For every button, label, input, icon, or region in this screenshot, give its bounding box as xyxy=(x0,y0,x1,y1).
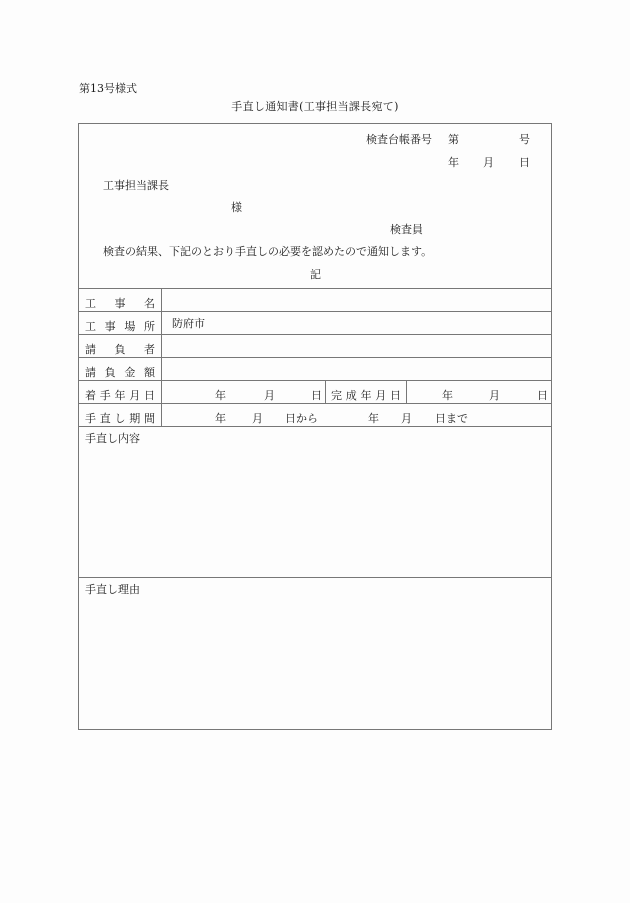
period-to-year[interactable]: 年 xyxy=(368,412,379,425)
contract-amount-field[interactable] xyxy=(163,358,550,380)
form-number: 第13号様式 xyxy=(79,82,137,95)
notice-date-day: 日 xyxy=(519,156,530,169)
period-from-year[interactable]: 年 xyxy=(215,412,226,425)
label-contractor: 請 負 者 xyxy=(85,343,155,356)
completion-date-day[interactable]: 日 xyxy=(537,389,548,402)
ledger-number-field[interactable] xyxy=(459,131,514,147)
completion-date-month[interactable]: 月 xyxy=(489,389,500,402)
label-rework-period: 手 直 し 期 間 xyxy=(85,412,155,425)
rework-reason-field[interactable] xyxy=(85,602,545,724)
start-date-month[interactable]: 月 xyxy=(264,389,275,402)
notice-date-year: 年 xyxy=(448,156,459,169)
inspector-label: 検査員 xyxy=(390,223,423,236)
label-start-date: 着 手 年 月 日 xyxy=(85,389,155,402)
start-date-day[interactable]: 日 xyxy=(311,389,322,402)
document-title: 手直し通知書(工事担当課長宛て) xyxy=(231,100,399,113)
period-from-day[interactable]: 日から xyxy=(285,412,318,425)
divider xyxy=(406,380,407,403)
period-to-day[interactable]: 日まで xyxy=(435,412,468,425)
period-to-month[interactable]: 月 xyxy=(401,412,412,425)
label-contract-amount: 請 負 金 額 xyxy=(85,366,155,379)
ledger-number-label: 検査台帳番号 xyxy=(366,133,432,146)
label-completion-date: 完 成 年 月 日 xyxy=(331,389,401,402)
construction-name-field[interactable] xyxy=(163,289,550,311)
honorific: 様 xyxy=(231,201,242,214)
divider xyxy=(79,403,551,404)
contractor-field[interactable] xyxy=(163,335,550,357)
ledger-number-prefix: 第 xyxy=(448,133,459,146)
ki-heading: 記 xyxy=(310,268,321,281)
notice-date-month: 月 xyxy=(483,156,494,169)
rework-content-field[interactable] xyxy=(85,450,545,572)
rework-reason-label: 手直し理由 xyxy=(85,583,140,596)
completion-date-year[interactable]: 年 xyxy=(442,389,453,402)
rework-content-label: 手直し内容 xyxy=(85,432,140,445)
label-construction-name: 工 事 名 xyxy=(85,297,155,310)
start-date-year[interactable]: 年 xyxy=(215,389,226,402)
period-from-month[interactable]: 月 xyxy=(252,412,263,425)
notice-body-text: 検査の結果、下記のとおり手直しの必要を認めたので通知します。 xyxy=(103,245,433,258)
divider xyxy=(79,311,551,312)
construction-site-field[interactable]: 防府市 xyxy=(172,317,205,330)
label-construction-site: 工 事 場 所 xyxy=(85,320,155,333)
notice-form-frame xyxy=(78,123,552,730)
ledger-number-suffix: 号 xyxy=(519,133,530,146)
addressee: 工事担当課長 xyxy=(103,179,169,192)
divider xyxy=(161,288,162,426)
divider xyxy=(79,380,551,381)
divider xyxy=(325,380,326,403)
divider xyxy=(79,577,551,578)
divider xyxy=(79,426,551,427)
